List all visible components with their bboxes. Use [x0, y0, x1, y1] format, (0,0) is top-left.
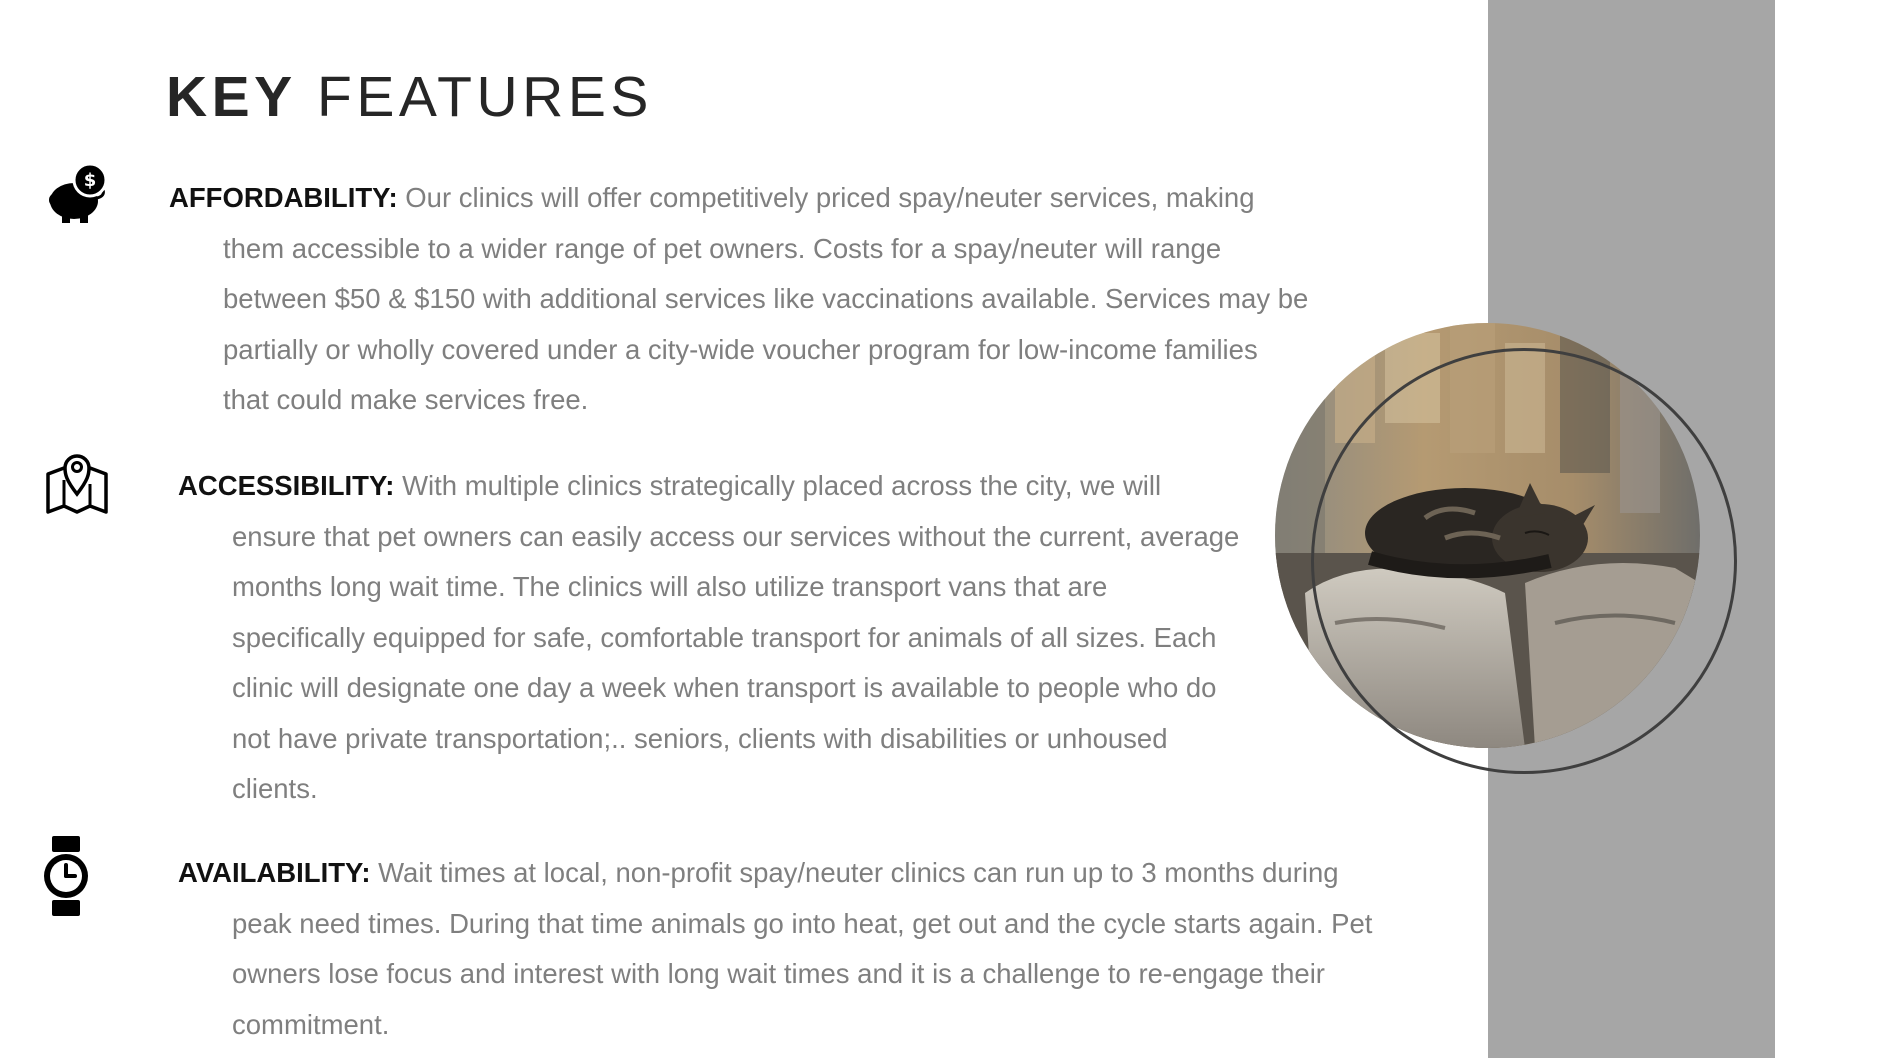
- feature-label: ACCESSIBILITY:: [178, 470, 395, 501]
- piggy-bank-icon: [44, 162, 112, 230]
- page-title: [166, 64, 653, 130]
- feature-text-line: peak need times. During that time animals go into heat, get out and the cycle starts again. Pet: [232, 907, 1373, 939]
- feature-text-line: months long wait time. The clinics will also utilize transport vans that are: [232, 571, 1108, 602]
- decorative-ring: [1311, 348, 1737, 774]
- feature-text-line: not have private transportation;.. seniors, clients with disabilities or unhoused: [232, 722, 1168, 754]
- feature-text-line: With multiple clinics strategically placed across the city, we will: [402, 470, 1162, 501]
- feature-availability: [178, 848, 1372, 1050]
- feature-text-line: Wait times at local, non-profit spay/neuter clinics can run up to 3 months during: [378, 857, 1339, 888]
- feature-text-line: Our clinics will offer competitively priced spay/neuter services, making: [405, 182, 1255, 213]
- feature-text-line: between $50 & $150 with additional services like vaccinations available. Services may be: [223, 283, 1309, 314]
- feature-first-line: [178, 461, 1239, 512]
- feature-text-line: clients.: [232, 773, 318, 804]
- watch-icon: [40, 836, 92, 916]
- feature-text-line: partially or wholly covered under a city-wide voucher program for low-income families: [223, 333, 1258, 365]
- feature-text-line: specifically equipped for safe, comfortable transport for animals of all sizes. Each: [232, 621, 1217, 653]
- feature-text-line: ensure that pet owners can easily access our services without the current, average: [232, 520, 1240, 552]
- feature-label: AVAILABILITY:: [178, 857, 371, 888]
- svg-text:$: $: [83, 170, 97, 191]
- feature-first-line: [169, 173, 1308, 224]
- feature-text-line: owners lose focus and interest with long wait times and it is a challenge to re-engage their: [232, 958, 1325, 989]
- feature-text-line: commitment.: [232, 1008, 390, 1040]
- feature-label: AFFORDABILITY:: [169, 182, 398, 213]
- feature-first-line: [178, 848, 1372, 899]
- title-bold-word: KEY: [166, 65, 297, 129]
- feature-accessibility: [178, 461, 1239, 815]
- map-pin-icon: [44, 450, 110, 516]
- feature-text-line: that could make services free.: [223, 384, 589, 415]
- title-rest-word: FEATURES: [317, 65, 653, 129]
- feature-text-line: them accessible to a wider range of pet owners. Costs for a spay/neuter will range: [223, 232, 1222, 264]
- feature-text-line: clinic will designate one day a week when transport is available to people who do: [232, 672, 1217, 703]
- feature-affordability: [169, 173, 1308, 426]
